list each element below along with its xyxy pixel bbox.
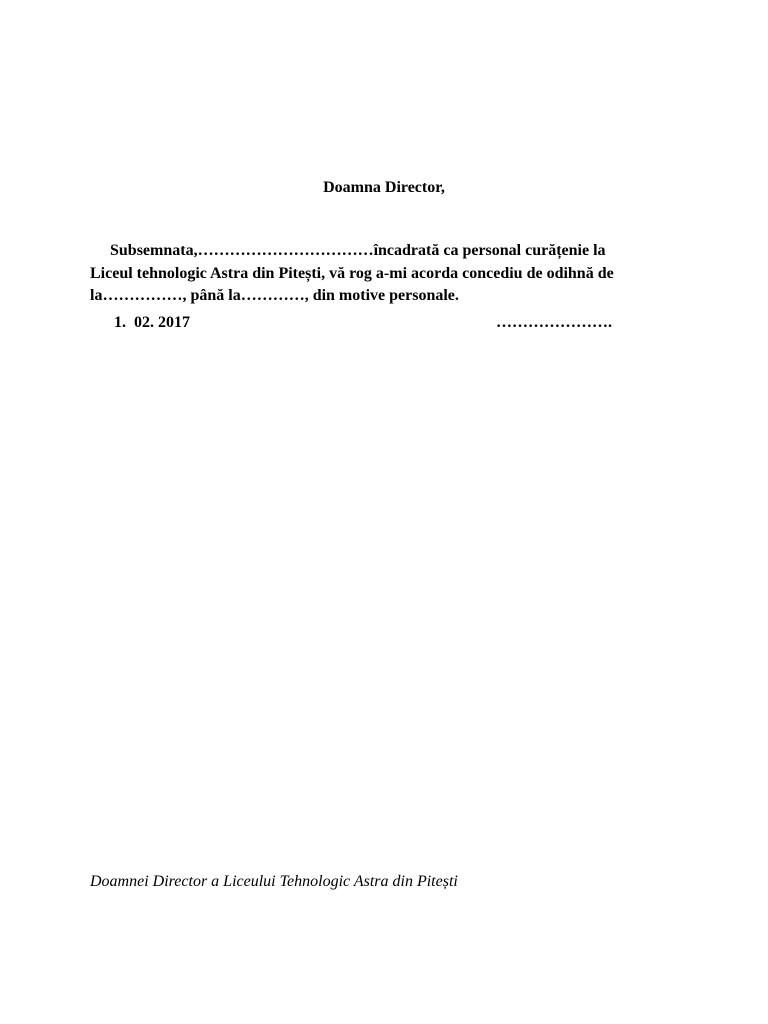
addressee-line: Doamnei Director a Liceului Tehnologic Astra din Pitești [90, 873, 458, 890]
body-line-2: Liceul tehnologic Astra din Pitești, vă rog a-mi acorda concediu de odihnă de [90, 264, 614, 282]
salutation: Doamna Director, [323, 179, 445, 196]
document-date: 1. 02. 2017 [114, 314, 190, 331]
signature-placeholder: …………………. [496, 314, 612, 331]
body-line-3: la……………, până la…………, din motive personale. [90, 287, 459, 304]
request-body [90, 240, 675, 308]
body-line-1: Subsemnata,……………………………încadrată ca personal curățenie la [110, 242, 606, 259]
